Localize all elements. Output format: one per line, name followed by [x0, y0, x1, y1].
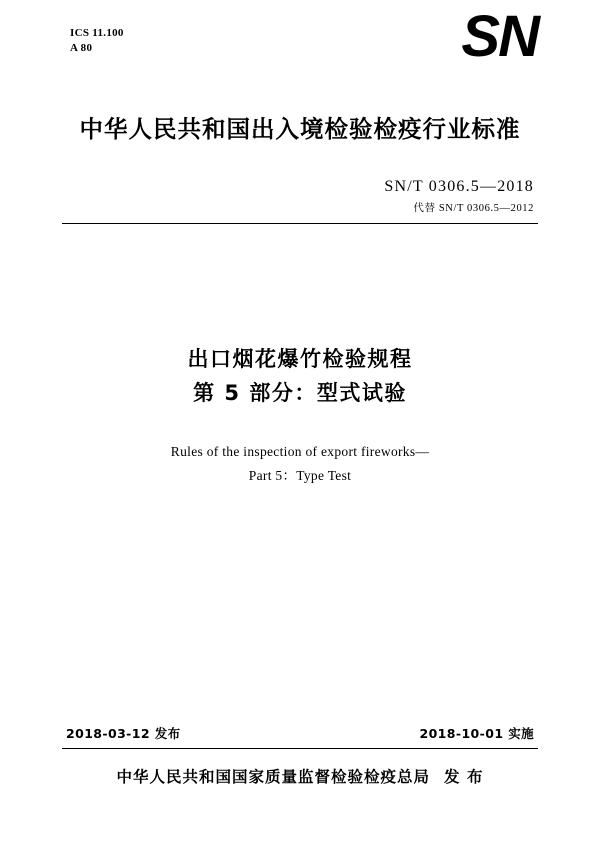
footer-divider	[62, 748, 538, 749]
standard-number: SN/T 0306.5—2018	[384, 178, 534, 195]
title-en-line2: Part 5：Type Test	[248, 468, 352, 483]
standard-number-block	[62, 178, 538, 215]
issuer-verb: 发 布	[444, 768, 484, 786]
replaces-standard: 代替 SN/T 0306.5—2012	[413, 203, 534, 214]
title-cn-line1: 出口烟花爆竹检验规程	[187, 347, 413, 371]
page-header	[62, 0, 538, 86]
issuing-authority-title: 中华人民共和国出入境检验检疫行业标准	[79, 115, 521, 143]
ics-classification	[70, 26, 124, 56]
title-en-line1: Rules of the inspection of export fireworks—	[170, 444, 430, 459]
issuer-name: 中华人民共和国国家质量监督检验检疫总局	[116, 768, 431, 786]
date-row	[62, 724, 538, 748]
page-footer	[62, 724, 538, 787]
ics-category: A 80	[70, 42, 93, 54]
title-cn-line2: 第 5 部分：型式试验	[193, 381, 407, 405]
title-en	[62, 440, 538, 488]
effective-date: 2018-10-01 实施	[419, 726, 534, 741]
sn-logo: SN	[461, 4, 538, 69]
issuer-line	[62, 765, 538, 787]
ics-code: ICS 11.100	[70, 27, 124, 39]
title-block	[62, 342, 538, 488]
issue-date: 2018-03-12 发布	[66, 726, 181, 741]
header-divider	[62, 223, 538, 224]
